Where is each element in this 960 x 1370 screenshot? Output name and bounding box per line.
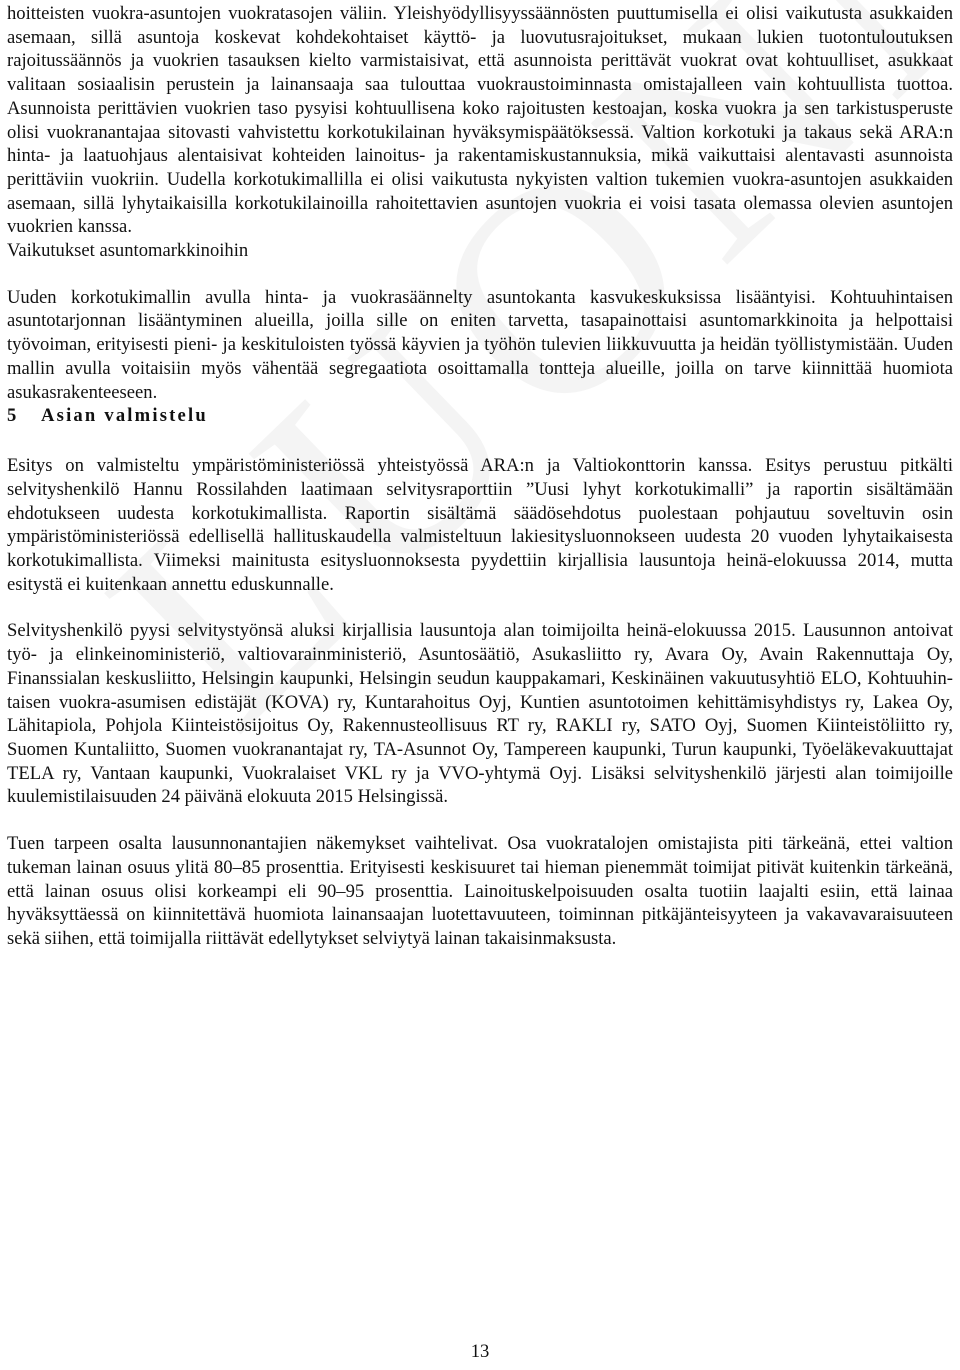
section-title: Asian valmistelu [41, 405, 208, 427]
paragraph-feedback: Tuen tarpeen osalta lausunnonantajien näkemykset vaihtelivat. Osa vuokratalojen omistajista piti tärkeänä, ettei valtion tukeman lainan osuus ylitä 80–85 prosenttia. Erityisesti keskisuuret tai hieman pienemmät toimijat pitivät kuitenkin tärkeänä, että lainan osuus olisi korkeampi eli 90–95 prosenttia. Lainoituskelpoisuuden osalta tuotiin laajalti esiin, että lainaa hyväksyttäessä on kiinnitettävä huomiota lainansaajan luotettavuuteen, toiminnan pitkäjänteisyyteen ja vakavavaraisuuteen sekä siihen, että toimijalla riittävät edellytykset selviytyä lainan takaisinmaksusta. [7, 833, 953, 949]
section-heading-preparation [7, 404, 953, 428]
section-number: 5 [7, 405, 19, 427]
subheading-housing-market: Vaikutukset asuntomarkkinoihin [7, 240, 249, 262]
paragraph-preparation: Esitys on valmisteltu ympäristöministeriössä yhteistyössä ARA:n ja Valtiokonttorin kanssa. Esitys perustuu pitkälti selvityshenkilö Hannu Rossilahden laatimaan selvitysraporttiin ”Uusi lyhyt korkotukimalli” ja raportin sisältämään ehdotukseen uudesta korkotukimallista. Raportin sisältämä säädösehdotus puolestaan pohjautuu soveltuvin osin ympäristöministeriössä edellisellä hallituskaudella valmisteltuun lakiesitysluonnokseen uudesta 20 vuoden lyhytaikaisesta korkotukimallista. Viimeksi mainitusta esitysluonnoksesta pyydettiin kirjallisia lausuntoja heinä-elokuussa 2014, mutta esitystä ei kuitenkaan annettu eduskunnalle. [7, 455, 953, 595]
document-body [7, 2, 953, 951]
paragraph-tenant-impact: hoitteisten vuokra-asuntojen vuokratasojen väliin. Yleishyödyllisyyssäännösten puuttumisella ei olisi vaikutusta asukkaiden asemaan, sillä asuntoja koskevat kohdekohtaiset käyttö- ja luovutusrajoitukset, mukaan lukien tuotontuloutuksen rajoitussäännös ja vuokrien tasauksen kielto varmistaisivat, että asunnoista perittävät vuokrat ovat kohtuulliset, asukkaat valitaan sosiaalisin perustein ja lainansaaja saa tulouttaa vuokraustoiminnasta omistajalleen vain kohtuullista tuottoa. Asunnoista perittävien vuokrien taso pysyisi kohtuullisena koko rajoitusten kestoajan, koska vuokra ja sen tarkistusperuste olisi vuokranantajaa sitovasti vahvistettu korkotukilainan hyväksymispäätöksessä. Valtion korkotuki ja takaus sekä ARA:n hinta- ja laatuohjaus alentaisivat kohteiden lainoitus- ja rakentamiskustannuksia, mikä vaikuttaisi alentavasti asunnoista perittäviin vuokriin. Uudella korkotukimallilla ei olisi vaikutusta nykyisten valtion tukemien vuokra-asuntojen asukkaiden asemaan, sillä lyhytaikaisilla korkotukilainoilla rahoitettavien asuntojen vuokria ei voisi tasata olemassa olevien asuntojen vuokrien kanssa. [7, 3, 953, 238]
page-number: 13 [470, 1341, 490, 1362]
paragraph-consultation: Selvityshenkilö pyysi selvitystyönsä aluksi kirjallisia lausuntoja alan toimijoilta heinä-elokuussa 2015. Lausunnon antoivat työ- ja elinkeinoministeriö, valtiovarainministeriö, Asuntosäätiö, Asukasliitto ry, Avara Oy, Avain Rakennuttaja Oy, Finanssialan keskusliitto, Helsingin kaupunki, Helsingin seudun kauppakamari, Keskinäinen vakuutusyhtiö ELO, Kohtuuhintaisen vuokra-asumisen edistäjät (KOVA) ry, Kuntarahoitus Oyj, Kuntien asuntotoimen kehittämisyhdistys ry, Lakea Oy, Lähitapiola, Pohjola Kiinteistösijoitus Oy, Rakennusteollisuus RT ry, RAKLI ry, SATO Oyj, Suomen Kiinteistöliitto ry, Suomen Kuntaliitto, Suomen vuokranantajat ry, TA-Asunnot Oy, Tampereen kaupunki, Turun kaupunki, Työeläkevakuuttajat TELA ry, Vantaan kaupunki, Vuokralaiset VKL ry ja VVO-yhtymä Oyj. Lisäksi selvityshenkilö järjesti alan toimijoille kuulemistilaisuuden 24 päivänä elokuuta 2015 Helsingissä. [7, 620, 953, 808]
paragraph-housing-market: Uuden korkotukimallin avulla hinta- ja vuokrasäännelty asuntokanta kasvukeskuksissa lisääntyisi. Kohtuuhintaisen asuntotarjonnan lisääntyminen alueilla, joilla sille on eniten tarvetta, tasapainottaisi asuntomarkkinoita ja helpottaisi työvoiman, erityisesti pieni- ja keskituloisten työssä käyvien ja työhön tulevien liikkuvuutta ja heidän työllistymistään. Uuden mallin avulla voitaisiin myös vähentää segregaatiota osoittamalla tontteja alueille, joilla on tarve kiinnittää huomiota asukasrakenteeseen. [7, 286, 953, 403]
